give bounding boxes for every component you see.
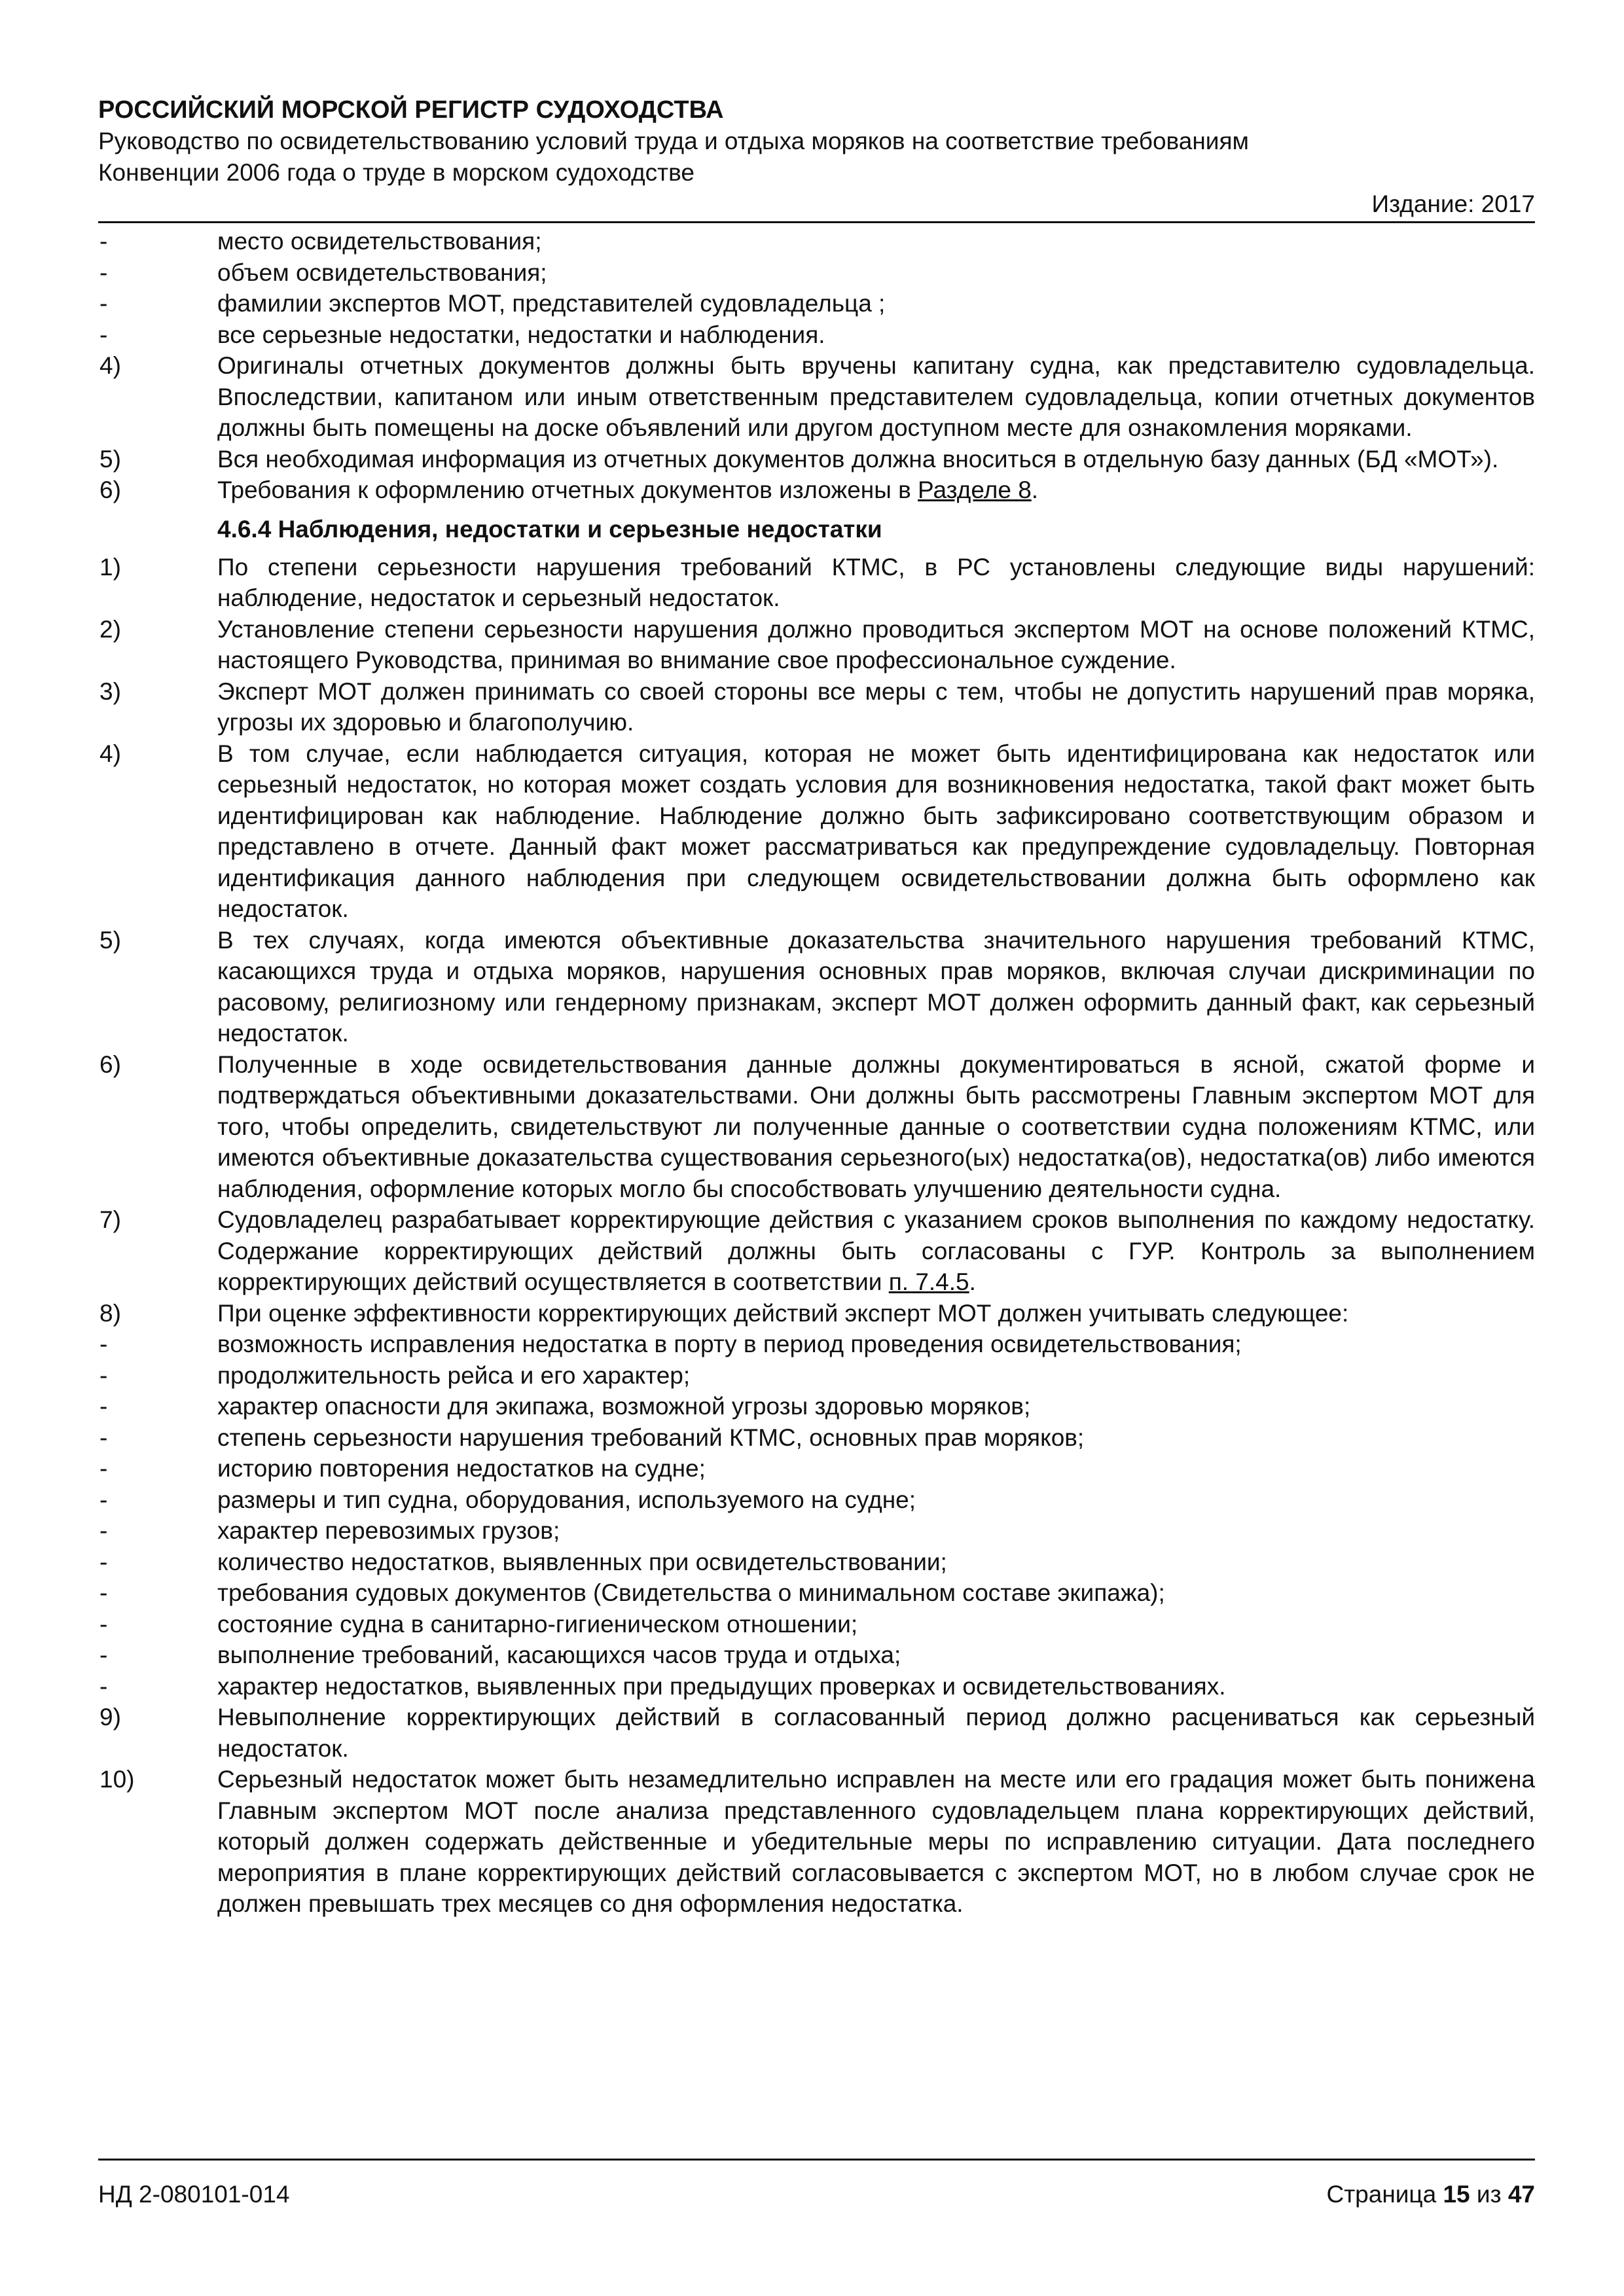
edition-label: Издание: 2017	[1371, 190, 1535, 217]
cross-reference-link[interactable]: Разделе 8	[918, 476, 1032, 503]
document-page	[98, 92, 1535, 2245]
list-item-text: фамилии экспертов МОТ, представителей судовладельца ;	[217, 290, 886, 317]
list-marker: -	[99, 1641, 108, 1668]
list-marker: 5)	[99, 926, 121, 954]
page-indicator	[1327, 2179, 1536, 2210]
list-findings	[98, 552, 1535, 1920]
list-marker: -	[99, 1424, 108, 1451]
list-item	[98, 257, 1535, 289]
list-item-text	[217, 1204, 1535, 1298]
list-item	[98, 1204, 1535, 1298]
list-item	[98, 1329, 1535, 1360]
list-item-text: Установление степени серьезности нарушения должно проводиться экспертом МОТ на основе положений КТМС, настоящего Руководства, принимая во внимание свое профессиональное суждение.	[217, 615, 1535, 673]
document-subtitle-line-1: Руководство по освидетельствованию условий труда и отдыха моряков на соответствие требованиям	[98, 128, 1249, 154]
list-item-text: все серьезные недостатки, недостатки и наблюдения.	[217, 321, 825, 348]
list-item	[98, 475, 1535, 506]
list-marker: 5)	[99, 445, 121, 473]
list-item	[98, 1577, 1535, 1609]
list-item	[98, 1422, 1535, 1454]
list-marker: -	[99, 1517, 108, 1544]
list-item-text: характер перевозимых грузов;	[217, 1517, 560, 1544]
list-item	[98, 1049, 1535, 1205]
list-item	[98, 1298, 1535, 1329]
document-number: НД 2-080101-014	[98, 2181, 290, 2208]
list-item-text	[217, 475, 1535, 506]
list-item-text: При оценке эффективности корректирующих действий эксперт МОТ должен учитывать следующее:	[217, 1299, 1349, 1327]
list-marker: -	[99, 1361, 108, 1389]
list-item-text: Оригиналы отчетных документов должны быть вручены капитану судна, как представителю судовладельца. Впоследствии, капитаном или иным ответственным представителем судовладельца, копии отчетных документов должны быть помещены на доске объявлений или другом доступном месте для ознакомления моряками.	[217, 352, 1535, 441]
list-marker: 4)	[99, 740, 121, 767]
list-marker: -	[99, 1579, 108, 1606]
list-item-text: Серьезный недостаток может быть незамедлительно исправлен на месте или его градация может быть понижена Главным экспертом МОТ после анализа представленного судовладельцем плана корректирующих действий, который должен содержать действенные и убедительные меры по исправлению ситуации. Дата последнего мероприятия в плане корректирующих действий согласовывается с экспертом МОТ, но в любом случае срок не должен превышать трех месяцев со дня оформления недостатка.	[217, 1766, 1535, 1917]
page-footer	[98, 2159, 1535, 2210]
list-item	[98, 350, 1535, 444]
list-marker: 10)	[99, 1766, 135, 1793]
list-item-text: В тех случаях, когда имеются объективные доказательства значительного нарушения требований КТМС, касающихся труда и отдыха моряков, нарушения основных прав моряков, включая случаи дискриминации по расовому, религиозному или гендерному признакам, эксперт МОТ должен оформить данный факт, как серьезный недостаток.	[217, 926, 1535, 1047]
header-divider	[98, 221, 1535, 223]
list-marker: 1)	[99, 553, 121, 581]
list-item-text: характер недостатков, выявленных при предыдущих проверках и освидетельствованиях.	[217, 1672, 1226, 1700]
list-item	[98, 1640, 1535, 1671]
list-item-text: По степени серьезности нарушения требований КТМС, в РС установлены следующие виды нарушений: наблюдение, недостаток и серьезный недостаток.	[217, 553, 1535, 611]
list-item-text: историю повторения недостатков на судне;	[217, 1455, 706, 1482]
list-marker: -	[99, 1393, 108, 1420]
list-item	[98, 1671, 1535, 1702]
list-item-text: характер опасности для экипажа, возможной угрозы здоровью моряков;	[217, 1393, 1031, 1420]
list-marker: 6)	[99, 1050, 121, 1078]
list-marker: -	[99, 1331, 108, 1357]
list-item	[98, 614, 1535, 676]
list-item-text: состояние судна в санитарно-гигиеническом отношении;	[217, 1610, 858, 1638]
list-item	[98, 552, 1535, 614]
list-item-text: возможность исправления недостатка в порту в период проведения освидетельствования;	[217, 1331, 1242, 1357]
list-item-text: В том случае, если наблюдается ситуация, которая не может быть идентифицирована как недостаток или серьезный недостаток, но которая может создать условия для возникновения недостатка, такой факт может быть идентифицирован как наблюдение. Наблюдение должно быть зафиксировано соответствующим образом и представлено в отчете. Данный факт может рассматриваться как предупреждение судовладельцу. Повторная идентификация данного наблюдения при следующем освидетельствовании должна быть оформлено как недостаток.	[217, 740, 1535, 922]
list-item	[98, 1702, 1535, 1764]
list-report-contents	[98, 226, 1535, 506]
list-marker: 9)	[99, 1704, 121, 1731]
list-marker: -	[99, 1455, 108, 1482]
page-current: 15	[1443, 2181, 1470, 2208]
list-item-text: объем освидетельствования;	[217, 259, 547, 286]
cross-reference-link[interactable]: п. 7.4.5	[888, 1268, 969, 1295]
list-item	[98, 319, 1535, 351]
list-marker: -	[99, 228, 108, 255]
list-item-text: Невыполнение корректирующих действий в согласованный период должно расцениваться как серьезный недостаток.	[217, 1704, 1535, 1762]
list-marker: -	[99, 259, 108, 286]
list-item	[98, 738, 1535, 925]
list-item-text: выполнение требований, касающихся часов труда и отдыха;	[217, 1641, 901, 1668]
text-after-link: .	[969, 1268, 976, 1295]
text-after-link: .	[1031, 476, 1039, 503]
list-item	[98, 226, 1535, 257]
list-item	[98, 676, 1535, 738]
list-item-text: количество недостатков, выявленных при освидетельствовании;	[217, 1548, 947, 1575]
list-item	[98, 1764, 1535, 1920]
list-marker: -	[99, 1672, 108, 1700]
text-before-link: Требования к оформлению отчетных документов изложены в	[217, 476, 918, 503]
list-item	[98, 444, 1535, 475]
list-item-text: Вся необходимая информация из отчетных документов должна вноситься в отдельную базу данных (БД «МОТ»).	[217, 445, 1499, 473]
list-item-text: размеры и тип судна, оборудования, используемого на судне;	[217, 1486, 916, 1513]
list-marker: 4)	[99, 352, 121, 379]
text-before-link: Судовладелец разрабатывает корректирующие действия с указанием сроков выполнения по каждому недостатку. Содержание корректирующих действий должны быть согласованы с ГУР. Контроль за выполнением корректирующих действий осуществляется в соответствии	[217, 1206, 1535, 1295]
list-item	[98, 1484, 1535, 1516]
list-item	[98, 925, 1535, 1049]
list-marker: -	[99, 321, 108, 348]
page-label: Страница	[1326, 2181, 1437, 2208]
list-item	[98, 1360, 1535, 1391]
list-item	[98, 1547, 1535, 1578]
list-marker: -	[99, 1486, 108, 1513]
list-item	[98, 1453, 1535, 1484]
list-marker: -	[99, 1548, 108, 1575]
list-item	[98, 1609, 1535, 1640]
page-of-label: из	[1476, 2181, 1502, 2208]
list-item-text: Эксперт МОТ должен принимать со своей стороны все меры с тем, чтобы не допустить нарушений прав моряка, угрозы их здоровью и благополучию.	[217, 677, 1535, 736]
list-item	[98, 288, 1535, 319]
list-item	[98, 1391, 1535, 1422]
footer-divider	[98, 2159, 1535, 2161]
list-item-text: требования судовых документов (Свидетельства о минимальном составе экипажа);	[217, 1579, 1165, 1606]
list-item-text: продолжительность рейса и его характер;	[217, 1361, 691, 1389]
list-marker: 3)	[99, 677, 121, 705]
list-marker: 6)	[99, 476, 121, 503]
list-marker: 2)	[99, 615, 121, 643]
organization-title: РОССИЙСКИЙ МОРСКОЙ РЕГИСТР СУДОХОДСТВА	[98, 96, 724, 124]
list-item-text: степень серьезности нарушения требований КТМС, основных прав моряков;	[217, 1424, 1085, 1451]
list-marker: 8)	[99, 1299, 121, 1327]
page-total: 47	[1507, 2181, 1535, 2208]
section-heading: 4.6.4 Наблюдения, недостатки и серьезные недостатки	[217, 515, 882, 543]
list-item	[98, 1515, 1535, 1547]
list-item-text: место освидетельствования;	[217, 228, 542, 255]
document-subtitle-line-2: Конвенции 2006 года о труде в морском судоходстве	[98, 159, 695, 186]
list-item-text: Полученные в ходе освидетельствования данные должны документироваться в ясной, сжатой форме и подтверждаться объективными доказательствами. Они должны быть рассмотрены Главным экспертом МОТ для того, чтобы определить, свидетельствуют ли полученные данные о соответствии судна положениям КТМС, или имеются объективные доказательства существования серьезного(ых) недостатка(ов), недостатка(ов) либо имеются наблюдения, оформление которых могло бы способствовать улучшению деятельности судна.	[217, 1050, 1535, 1202]
list-marker: -	[99, 290, 108, 317]
list-marker: 7)	[99, 1206, 121, 1233]
list-marker: -	[99, 1610, 108, 1638]
